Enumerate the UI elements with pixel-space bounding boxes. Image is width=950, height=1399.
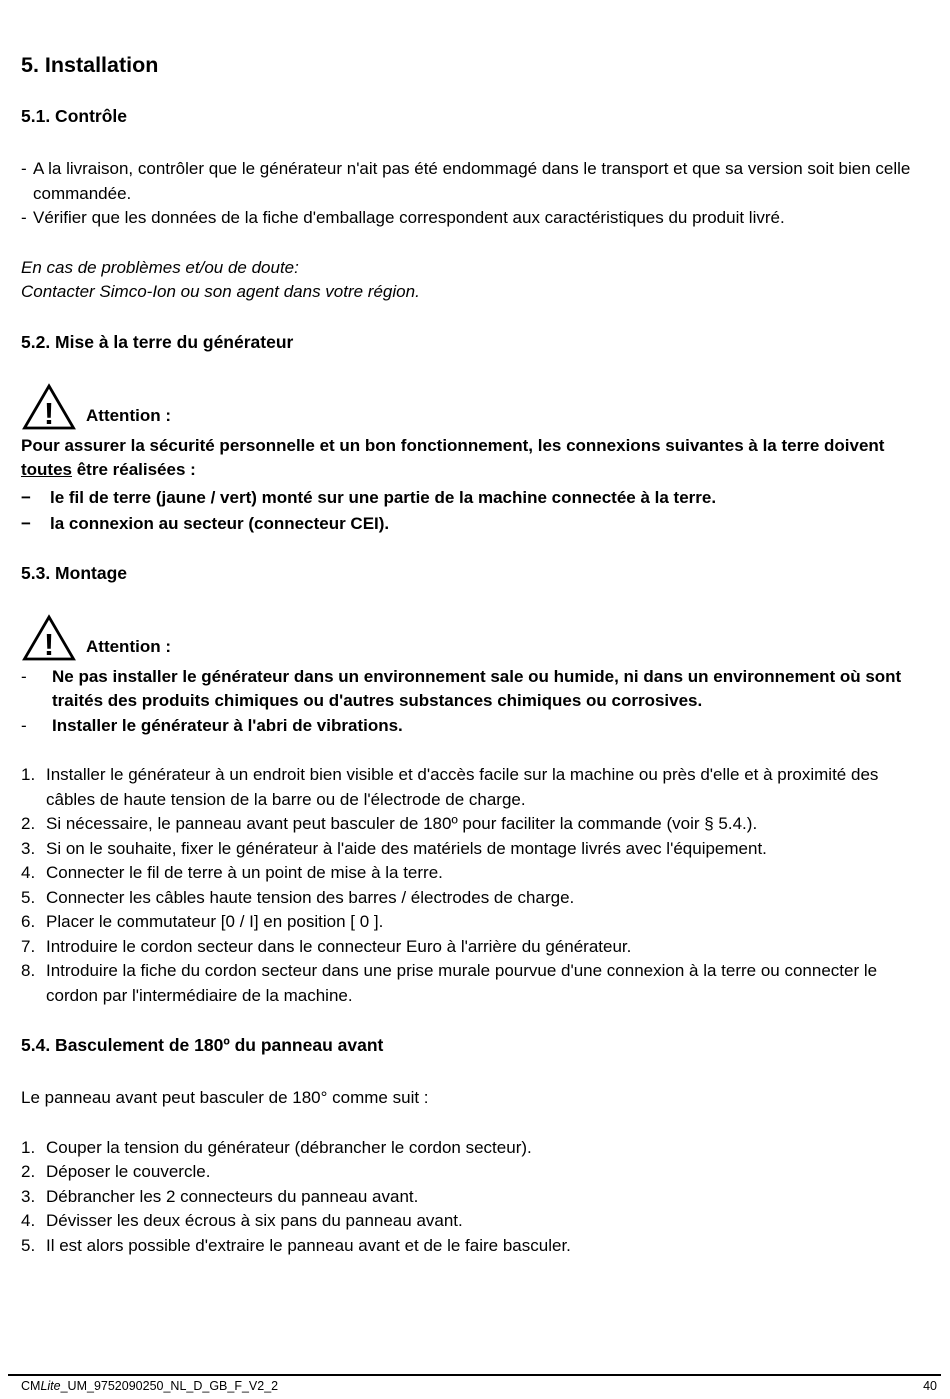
attention-label: Attention : — [86, 406, 171, 425]
step-item — [21, 837, 928, 862]
warning-triangle-icon — [22, 614, 76, 662]
panel-rotation-steps-list — [21, 1136, 928, 1259]
step-text: Couper la tension du générateur (débrancher le cordon secteur). — [46, 1137, 532, 1157]
step-number: 2. — [21, 1162, 36, 1181]
list-item — [21, 665, 928, 714]
list-item — [21, 206, 928, 231]
section-heading-5-3: 5.3. Montage — [21, 562, 127, 583]
step-text: Si nécessaire, le panneau avant peut basculer de 180º pour faciliter la commande (voir § 5.4.). — [46, 814, 758, 833]
list-item-text: Installer le générateur à l'abri de vibrations. — [52, 715, 403, 735]
note-line: En cas de problèmes et/ou de doute: — [21, 257, 299, 277]
step-number: 1. — [21, 765, 36, 784]
exclamation-glyph: ! — [43, 626, 55, 662]
page-footer — [8, 1374, 941, 1395]
step-item — [21, 861, 928, 886]
step-number: 4. — [21, 1211, 36, 1230]
section-heading-5-4: 5.4. Basculement de 180º du panneau avant — [21, 1035, 384, 1055]
step-text: Débrancher les 2 connecteurs du panneau avant. — [46, 1186, 419, 1206]
step-number: 1. — [21, 1137, 36, 1157]
step-item — [21, 935, 928, 960]
attention-header — [22, 614, 928, 662]
step-item — [21, 812, 928, 837]
list-item — [21, 485, 928, 511]
step-text: Connecter le fil de terre à un point de mise à la terre. — [46, 863, 443, 882]
step-number: 7. — [21, 936, 36, 956]
dash-marker: - — [21, 208, 27, 227]
document-reference-italic: Lite — [40, 1379, 61, 1393]
list-item-text: Vérifier que les données de la fiche d'emballage correspondent aux caractéristiques du produit livré. — [33, 208, 785, 227]
step-number: 6. — [21, 912, 36, 931]
step-item — [21, 910, 928, 935]
list-item-text: Ne pas installer le générateur dans un environnement sale ou humide, ni dans un environnement où sont traités des produits chimiques ou d'autres substances chimiques ou corrosives. — [52, 666, 902, 710]
step-item — [21, 959, 928, 1008]
step-item — [21, 1209, 928, 1234]
dash-marker: − — [21, 487, 31, 507]
section-heading-5-2: 5.2. Mise à la terre du générateur — [21, 331, 294, 352]
step-number: 5. — [21, 1235, 36, 1255]
inspection-list — [21, 157, 928, 231]
document-reference-prefix: CM — [21, 1379, 41, 1393]
list-item-text: la connexion au secteur (connecteur CEI). — [50, 513, 390, 533]
step-text: Installer le générateur à un endroit bien visible et d'accès facile sur la machine ou près d'elle et à proximité des câbles de haute tension de la barre ou de l'électrode de charge. — [46, 765, 879, 809]
attention-header — [22, 383, 928, 431]
dash-marker: - — [21, 666, 27, 686]
dash-marker: - — [21, 715, 27, 735]
contact-note — [21, 256, 928, 305]
section-heading-5-1: 5.1. Contrôle — [21, 106, 127, 126]
step-number: 8. — [21, 961, 36, 980]
warning-triangle-icon — [22, 383, 76, 431]
step-number: 3. — [21, 1186, 36, 1206]
list-item-text: A la livraison, contrôler que le générateur n'ait pas été endommagé dans le transport et que sa version soit bien celle commandée. — [33, 159, 911, 203]
step-item — [21, 1234, 928, 1259]
exclamation-glyph: ! — [43, 395, 55, 431]
step-text: Dévisser les deux écrous à six pans du panneau avant. — [46, 1211, 463, 1230]
list-item — [21, 511, 928, 537]
document-reference-suffix: _UM_9752090250_NL_D_GB_F_V2_2 — [60, 1379, 279, 1393]
step-text: Connecter les câbles haute tension des barres / électrodes de charge. — [46, 887, 575, 907]
step-item — [21, 1136, 928, 1161]
step-item — [21, 1160, 928, 1185]
panel-rotation-intro: Le panneau avant peut basculer de 180° comme suit : — [21, 1088, 429, 1107]
dash-marker: - — [21, 159, 27, 178]
document-reference — [21, 1378, 278, 1395]
requirements-text: être réalisées : — [72, 460, 196, 479]
installation-steps-list — [21, 763, 928, 1008]
step-number: 2. — [21, 814, 36, 833]
step-text: Placer le commutateur [0 / I] en position [ 0 ]. — [46, 912, 384, 931]
page-number: 40 — [923, 1379, 937, 1393]
list-item — [21, 157, 928, 206]
attention-label: Attention : — [86, 637, 171, 656]
dash-marker: − — [21, 513, 31, 533]
step-text: Déposer le couvercle. — [46, 1162, 211, 1181]
step-text: Introduire la fiche du cordon secteur dans une prise murale pourvue d'une connexion à la terre ou connecter le cordon par l'intermédiaire de la machine. — [46, 961, 878, 1005]
grounding-requirements — [21, 434, 928, 483]
list-item-text: le fil de terre (jaune / vert) monté sur une partie de la machine connectée à la terre. — [50, 487, 717, 507]
step-text: Introduire le cordon secteur dans le connecteur Euro à l'arrière du générateur. — [46, 936, 632, 956]
step-item — [21, 1185, 928, 1210]
step-text: Il est alors possible d'extraire le panneau avant et de le faire basculer. — [46, 1235, 571, 1255]
step-item — [21, 763, 928, 812]
page-title: 5. Installation — [21, 53, 159, 77]
list-item — [21, 714, 928, 739]
step-number: 3. — [21, 838, 36, 858]
requirements-text-underlined: toutes — [21, 460, 72, 479]
step-number: 5. — [21, 887, 36, 907]
installation-warnings-list — [21, 665, 928, 739]
grounding-connections-list — [21, 485, 928, 537]
step-number: 4. — [21, 863, 36, 882]
requirements-text: Pour assurer la sécurité personnelle et un bon fonctionnement, les connexions suivantes à la terre doivent — [21, 435, 885, 455]
step-item — [21, 886, 928, 911]
note-line: Contacter Simco-Ion ou son agent dans votre région. — [21, 282, 420, 301]
step-text: Si on le souhaite, fixer le générateur à l'aide des matériels de montage livrés avec l'équipement. — [46, 838, 767, 858]
